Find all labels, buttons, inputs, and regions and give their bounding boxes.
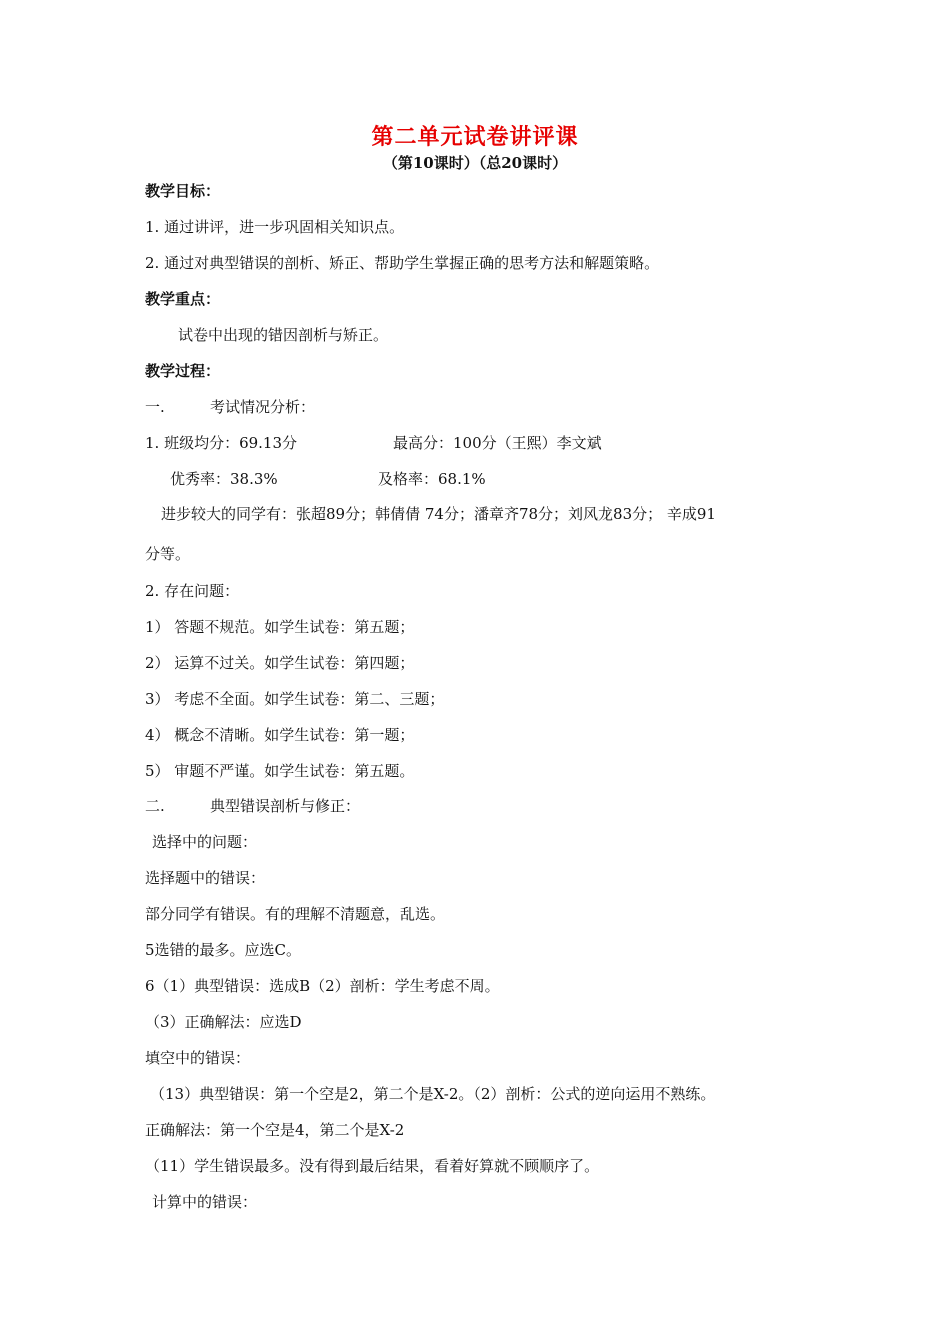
excellent-rate: 优秀率：38.3% xyxy=(170,470,278,488)
issues-heading: 2. 存在问题： xyxy=(145,582,240,600)
section-1-title: 考试情况分析： xyxy=(210,398,316,416)
issue-item: 3） 考虑不全面。如学生试卷：第二、三题； xyxy=(145,690,445,708)
text-line: 6（1）典型错误：选成B（2）剖析：学生考虑不周。 xyxy=(145,977,500,995)
highest-score: 最高分：100分（王熙）李文斌 xyxy=(393,434,602,452)
text-line: 选择中的问题： xyxy=(152,833,258,851)
goal-item-1: 1. 通过讲评，进一步巩固相关知识点。 xyxy=(145,218,405,236)
page-subtitle: （第10课时）（总20课时） xyxy=(382,154,568,172)
key-points-heading: 教学重点： xyxy=(145,290,221,308)
text-line: 部分同学有错误。有的理解不清题意，乱选。 xyxy=(145,905,446,923)
text-line: 5选错的最多。应选C。 xyxy=(145,941,302,959)
text-line: 填空中的错误： xyxy=(145,1049,251,1067)
process-heading: 教学过程： xyxy=(145,362,221,380)
key-points-text: 试卷中出现的错因剖析与矫正。 xyxy=(178,326,389,344)
section-2-number: 二. xyxy=(145,797,165,815)
issue-item: 2） 运算不过关。如学生试卷：第四题； xyxy=(145,654,415,672)
text-line: 正确解法：第一个空是4，第二个是X-2 xyxy=(145,1121,405,1139)
issue-item: 4） 概念不清晰。如学生试卷：第一题； xyxy=(145,726,415,744)
text-line: （11）学生错误最多。没有得到最后结果，看着好算就不顾顺序了。 xyxy=(145,1157,600,1175)
section-1-number: 一. xyxy=(145,398,165,416)
text-line: （13）典型错误：第一个空是2，第二个是X-2。（2）剖析：公式的逆向运用不熟练。 xyxy=(150,1085,716,1103)
pass-rate: 及格率：68.1% xyxy=(378,470,486,488)
class-average: 1. 班级均分：69.13分 xyxy=(145,434,298,452)
progress-students: 进步较大的同学有：张超89分；韩倩倩 74分；潘章齐78分；刘风龙83分； 辛成91 xyxy=(161,505,716,523)
page-title: 第二单元试卷讲评课 xyxy=(371,124,579,150)
text-line: 计算中的错误： xyxy=(152,1193,258,1211)
issue-item: 1） 答题不规范。如学生试卷：第五题； xyxy=(145,618,415,636)
text-line: 选择题中的错误： xyxy=(145,869,266,887)
progress-students-cont: 分等。 xyxy=(145,545,191,563)
goal-item-2: 2. 通过对典型错误的剖析、矫正、帮助学生掌握正确的思考方法和解题策略。 xyxy=(145,254,660,272)
section-2-title: 典型错误剖析与修正： xyxy=(210,797,361,815)
text-line: （3）正确解法：应选D xyxy=(145,1013,302,1031)
goals-heading: 教学目标： xyxy=(145,182,221,200)
issue-item: 5） 审题不严谨。如学生试卷：第五题。 xyxy=(145,762,415,780)
